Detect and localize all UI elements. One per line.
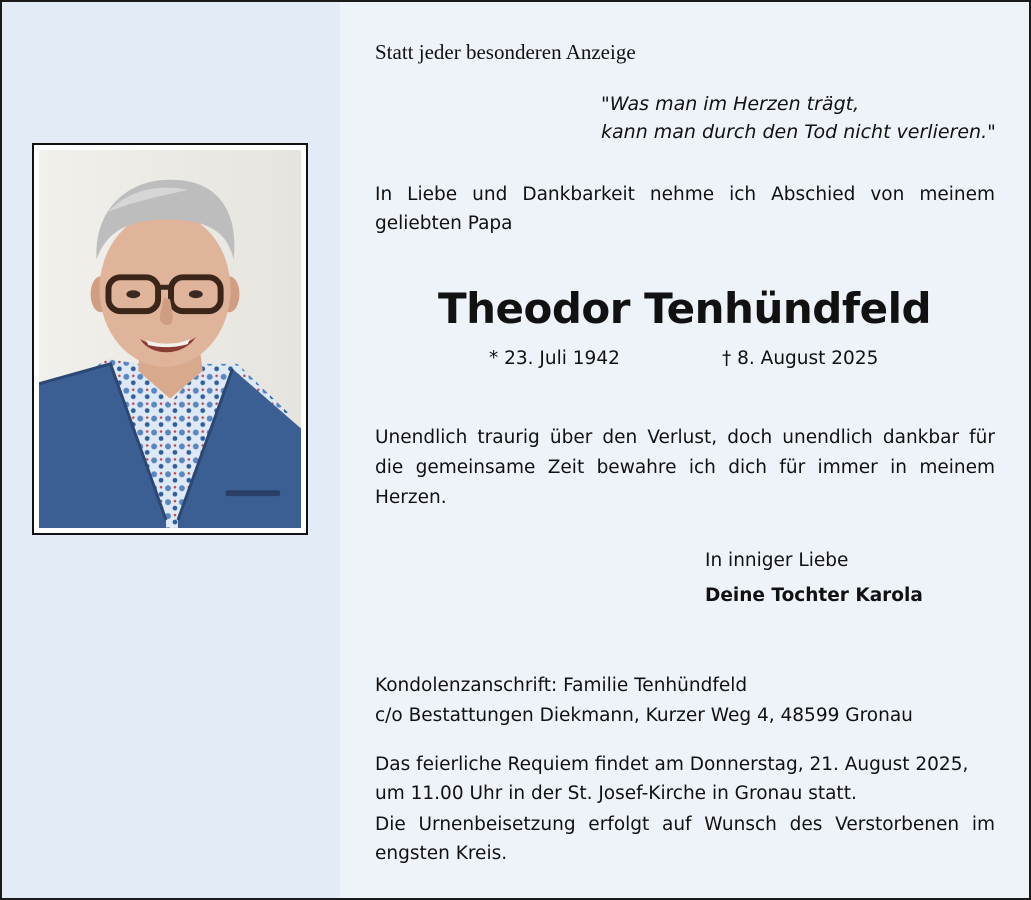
quote-line-1: "Was man im Herzen trägt, — [601, 93, 860, 115]
requiem-line-2: um 11.00 Uhr in der St. Josef-Kirche in Gronau statt. — [375, 783, 857, 804]
closing-greeting: In inniger Liebe — [705, 550, 849, 571]
death-date: † 8. August 2025 — [722, 348, 879, 369]
requiem-line-1: Das feierliche Requiem findet am Donnerstag, 21. August 2025, — [375, 754, 969, 775]
quote — [601, 90, 996, 146]
deceased-name: Theodor Tenhündfeld — [437, 284, 932, 333]
quote-line-2: kann man durch den Tod nicht verlieren." — [601, 121, 996, 143]
announcement-header: Statt jeder besonderen Anzeige — [375, 40, 636, 64]
portrait-photo — [39, 150, 301, 528]
condolence-address-line-2: c/o Bestattungen Diekmann, Kurzer Weg 4, 48599 Gronau — [375, 705, 913, 726]
urn-burial-paragraph: Die Urnenbeisetzung erfolgt auf Wunsch des Verstorbenen im engsten Kreis. — [375, 814, 995, 864]
intro-paragraph: In Liebe und Dankbarkeit nehme ich Abschied von meinem geliebten Papa — [375, 184, 995, 234]
requiem-paragraph — [375, 750, 995, 808]
birth-date: * 23. Juli 1942 — [489, 348, 620, 369]
condolence-address-line-1: Kondolenzanschrift: Familie Tenhündfeld — [375, 675, 748, 696]
signer-name: Deine Tochter Karola — [705, 585, 923, 606]
portrait-frame — [32, 143, 308, 535]
sorrow-paragraph: Unendlich traurig über den Verlust, doch unendlich dankbar für die gemeinsame Zeit bewahre ich dich für immer in meinem Herzen. — [375, 427, 995, 508]
